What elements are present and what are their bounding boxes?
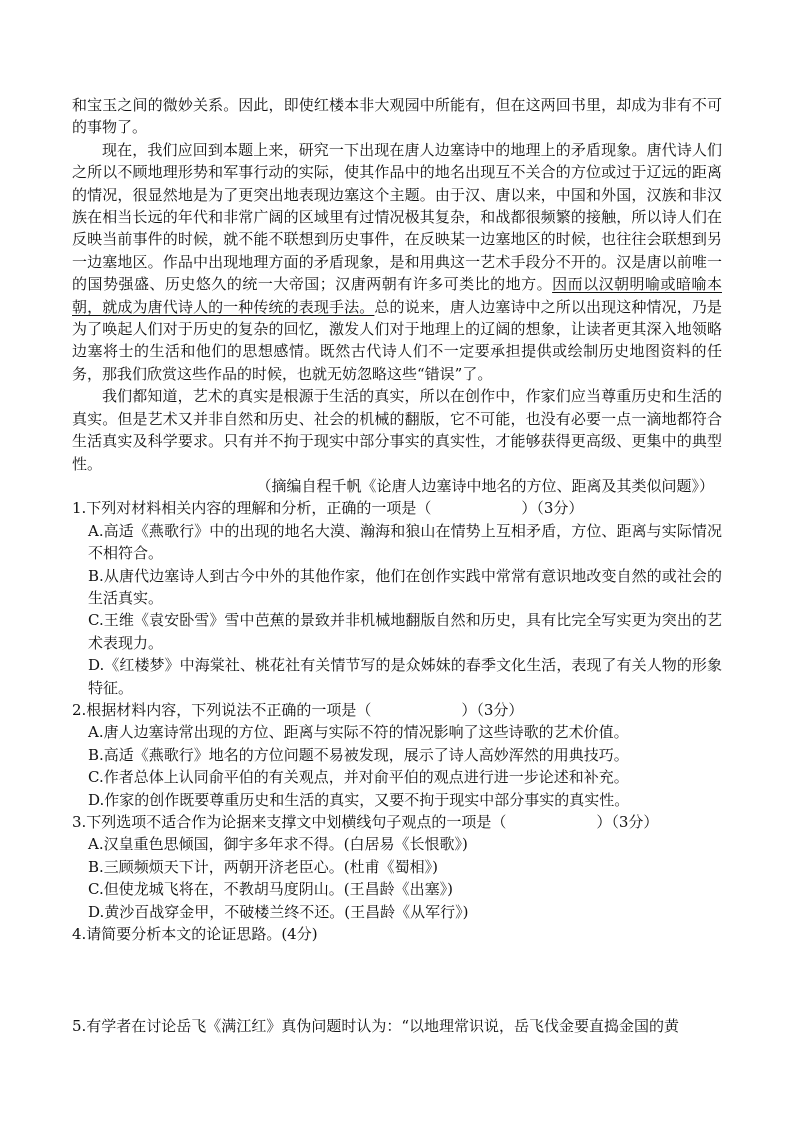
question-5-stem: 5.有学者在讨论岳飞《满江红》真伪问题时认为：“以地理常识说，岳飞伐金要直捣金国的黄 [72, 1017, 679, 1036]
question-3-stem [72, 811, 722, 833]
exam-page [72, 94, 722, 1038]
passage-paragraph-1 [72, 139, 722, 385]
question-1-option-c: C.王维《袁安卧雪》雪中芭蕉的景致并非机械地翻版自然和历史，具有比完全写实更为突出的艺术表现力。 [88, 611, 722, 652]
question-1-option-d: D.《红楼梦》中海棠社、桃花社有关情节写的是众姊妹的春季文化生活，表现了有关人物的形象特征。 [88, 656, 722, 697]
passage-paragraph-1-tail: 总的说来，唐人边塞诗中之所以出现这种情况，乃是为了唤起人们对于历史的复杂的回忆，激发人们对于地理上的辽阔的想象，让读者更其深入地领略边塞将士的生活和他们的思想感情。既然古代诗人们不一定要承担提供或绘制历史地图资料的任务，那我们欣赏这些作品的时候，也就无妨忽略这些“错误”了。 [72, 297, 722, 383]
question-3-option-c: C.但使龙城飞将在，不教胡马度阴山。(王昌龄《出塞》) [88, 880, 453, 899]
passage-paragraph-2: 我们都知道，艺术的真实是根源于生活的真实，所以在创作中，作家们应当尊重历史和生活的真实。但是艺术又并非自然和历史、社会的机械的翻版，它不可能，也没有必要一点一滴地都符合生活真实及科学要求。只有并不拘于现实中部分事实的真实性，才能够获得更高级、更集中的典型性。 [72, 387, 722, 473]
question-2-option-d: D.作家的创作既要尊重历史和生活的真实，又要不拘于现实中部分事实的真实性。 [88, 790, 630, 809]
question-1-option-a: A.高适《燕歌行》中的出现的地名大漠、瀚海和狼山在情势上互相矛盾，方位、距离与实际情况不相符合。 [88, 521, 722, 563]
question-3-options [88, 833, 722, 923]
passage-source: （摘编自程千帆《论唐人边塞诗中地名的方位、距离及其类似问题》） [256, 476, 714, 495]
question-3-option-b: B.三顾频烦天下计，两朝开济老臣心。(杜甫《蜀相》) [88, 857, 438, 876]
question-2-option-c: C.作者总体上认同俞平伯的有关观点，并对俞平伯的观点进行进一步论述和补充。 [88, 768, 629, 787]
passage-paragraph-0: 和宝玉之间的微妙关系。因此，即使红楼本非大观园中所能有，但在这两回书里，却成为非有不可的事物了。 [72, 96, 722, 137]
question-1-stem [72, 497, 722, 519]
question-3-option-d: D.黄沙百战穿金甲，不破楼兰终不还。(王昌龄《从军行》) [88, 902, 469, 921]
question-1-option-b: B.从唐代边塞诗人到古今中外的其他作家，他们在创作实践中常常有意识地改变自然的或社会的生活真实。 [88, 566, 722, 607]
question-4-answer-space [72, 945, 722, 1015]
question-3-points: ）（3分） [596, 813, 659, 831]
question-2-option-b: B.高适《燕歌行》地名的方位问题不易被发现，展示了诗人高妙浑然的用典技巧。 [88, 745, 629, 764]
question-3-option-a: A.汉皇重色思倾国，御宇多年求不得。(白居易《长恨歌》) [88, 835, 468, 854]
underlined-sentence: 因而以汉朝明喻或暗喻本朝，就成为唐代诗人的一种传统的表现手法。 [72, 275, 722, 316]
question-2-stem-text: 2.根据材料内容，下列说法不正确的一项是（ [72, 700, 372, 719]
question-4-stem: 4.请简要分析本文的论证思路。(4分) [72, 925, 318, 944]
question-2-options [88, 721, 722, 811]
passage-paragraph-1-text: 现在，我们应回到本题上来，研究一下出现在唐人边塞诗中的地理上的矛盾现象。唐代诗人们之所以不顾地理形势和军事行动的实际，使其作品中的地名出现互不关合的方位或过于辽远的距离的情况，很显然地是为了更突出地表现边塞这个主题。由于汉、唐以来，中国和外国，汉族和非汉族在相当长远的年代和非常广阔的区域里有过情况极其复杂，和战都很频繁的接触，所以诗人们在反映当前事件的时候，就不能不联想到历史事件，在反映某一边塞地区的时候，也往往会联想到另一边塞地区。作品中出现地理方面的矛盾现象，是和用典这一艺术手段分不开的。汉是唐以前唯一的国势强盛、历史悠久的统一大帝国；汉唐两朝有许多可类比的地方。 [72, 140, 722, 294]
question-3-stem-text: 3.下列选项不适合作为论据来支撑文中划横线句子观点的一项是（ [72, 813, 507, 831]
question-1-stem-text: 1.下列对材料相关内容的理解和分析，正确的一项是（ [72, 499, 432, 518]
question-2-points: ）（3分） [461, 700, 524, 719]
question-1-options [88, 520, 722, 699]
question-2-option-a: A.唐人边塞诗常出现的方位、距离与实际不符的情况影响了这些诗歌的艺术价值。 [88, 723, 629, 742]
question-1-points: ）（3分） [521, 499, 584, 518]
question-2-stem [72, 699, 722, 721]
